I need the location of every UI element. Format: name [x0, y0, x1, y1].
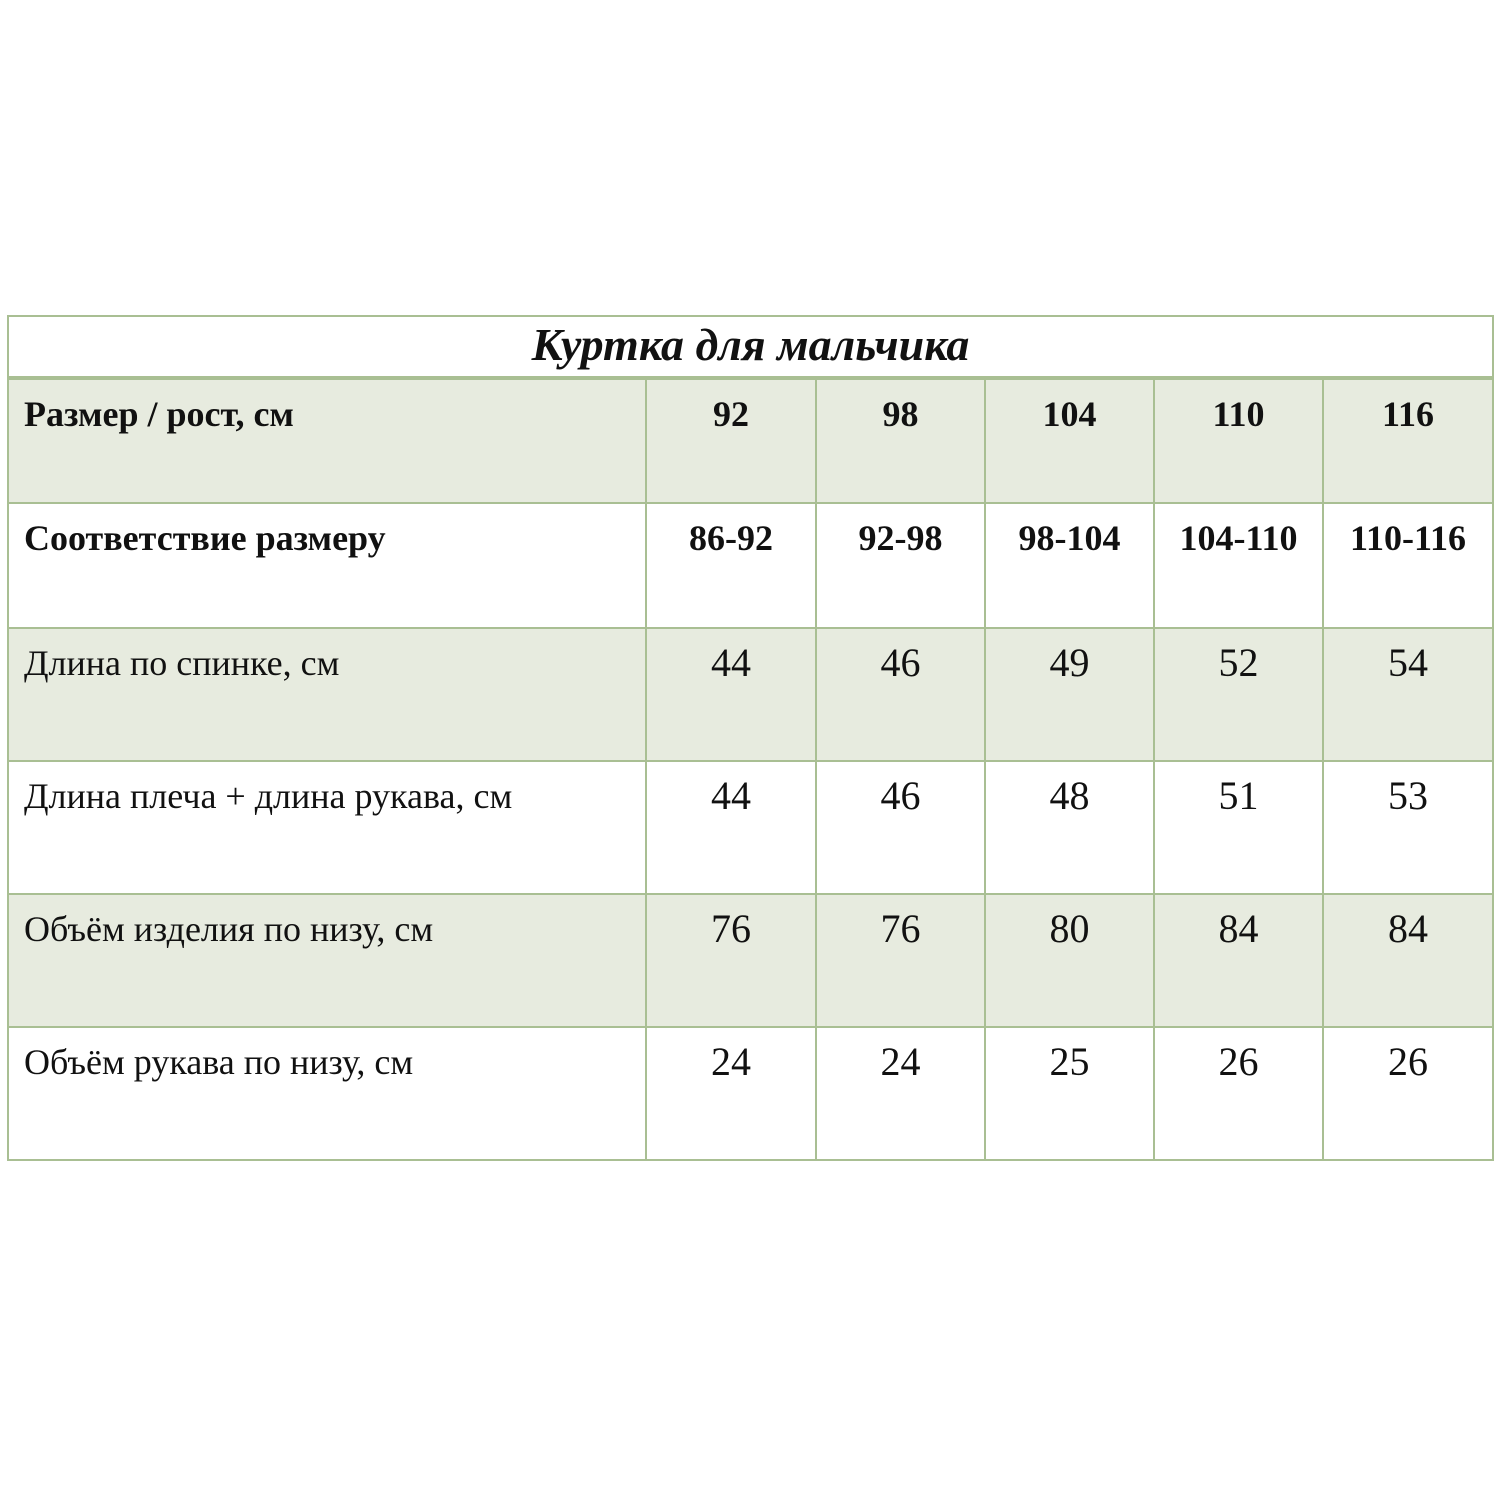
table-row-cuff-volume — [8, 1027, 1493, 1160]
table-cell: 51 — [1154, 761, 1323, 894]
table-cell: 48 — [985, 761, 1154, 894]
table-cell: 46 — [816, 628, 985, 761]
table-cell: 98 — [816, 378, 985, 503]
table-cell: 53 — [1323, 761, 1493, 894]
table-cell: 44 — [646, 761, 816, 894]
table-cell: 44 — [646, 628, 816, 761]
row-label: Размер / рост, см — [8, 378, 646, 503]
size-table — [7, 315, 1494, 1161]
row-label: Объём изделия по низу, см — [8, 894, 646, 1027]
table-cell: 25 — [985, 1027, 1154, 1160]
table-cell: 84 — [1154, 894, 1323, 1027]
table-cell: 76 — [816, 894, 985, 1027]
title-row — [8, 316, 1493, 378]
table-cell: 54 — [1323, 628, 1493, 761]
table-cell: 104-110 — [1154, 503, 1323, 628]
table-cell: 52 — [1154, 628, 1323, 761]
table-row-back-length — [8, 628, 1493, 761]
table-row-size-match — [8, 503, 1493, 628]
table-title: Куртка для мальчика — [8, 316, 1493, 378]
row-label: Соответствие размеру — [8, 503, 646, 628]
table-cell: 46 — [816, 761, 985, 894]
table-cell: 116 — [1323, 378, 1493, 503]
table-cell: 24 — [646, 1027, 816, 1160]
table-row-hem-volume — [8, 894, 1493, 1027]
table-row-size-height — [8, 378, 1493, 503]
row-label: Длина плеча + длина рукава, см — [8, 761, 646, 894]
size-chart — [7, 315, 1492, 1161]
table-row-sleeve-length — [8, 761, 1493, 894]
row-label: Длина по спинке, см — [8, 628, 646, 761]
table-cell: 24 — [816, 1027, 985, 1160]
table-cell: 49 — [985, 628, 1154, 761]
table-cell: 86-92 — [646, 503, 816, 628]
table-cell: 104 — [985, 378, 1154, 503]
table-cell: 110 — [1154, 378, 1323, 503]
table-cell: 84 — [1323, 894, 1493, 1027]
table-cell: 26 — [1323, 1027, 1493, 1160]
row-label: Объём рукава по низу, см — [8, 1027, 646, 1160]
table-cell: 110-116 — [1323, 503, 1493, 628]
table-cell: 92 — [646, 378, 816, 503]
table-cell: 76 — [646, 894, 816, 1027]
table-cell: 26 — [1154, 1027, 1323, 1160]
table-cell: 80 — [985, 894, 1154, 1027]
table-cell: 92-98 — [816, 503, 985, 628]
table-cell: 98-104 — [985, 503, 1154, 628]
